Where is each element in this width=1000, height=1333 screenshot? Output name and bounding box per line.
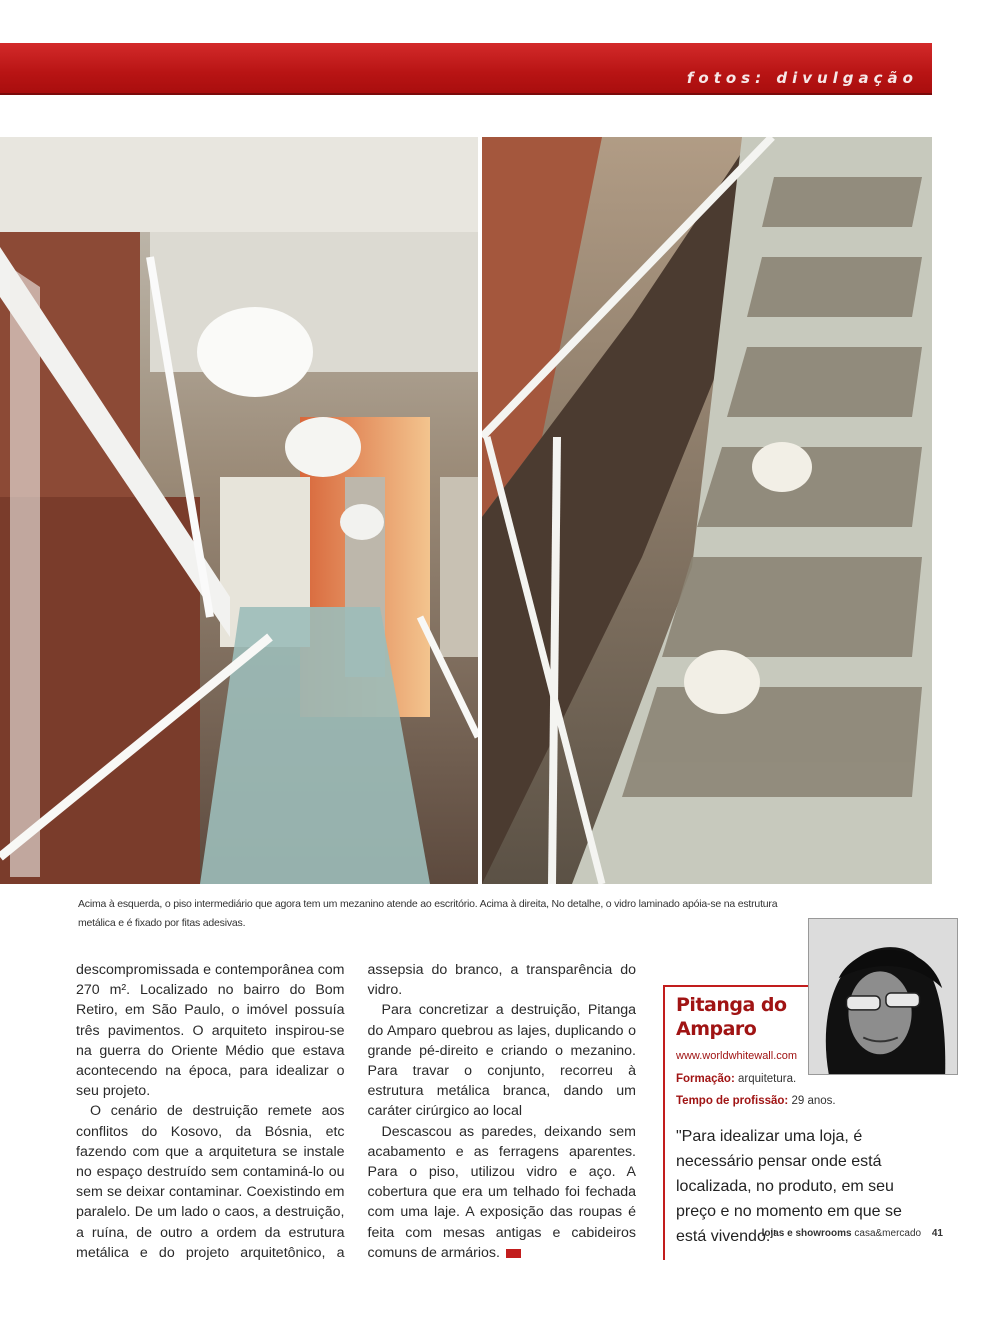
portrait-photo: [808, 918, 958, 1075]
article-paragraph-3: Para concretizar a destruição, Pitanga do Amparo quebrou as lajes, duplicando o grande pé-direito e criando o mezanino. Para travar o conjunto, recorreu à estrutura metálica branca, dando um caráter cirúrgico ao local: [367, 1002, 636, 1120]
profile-formacao-value: arquitetura.: [738, 1073, 797, 1085]
profile-name: Pitanga do Amparo: [676, 994, 787, 1040]
profile-tempo-value: 29 anos.: [791, 1095, 836, 1107]
profile-formacao-label: Formação:: [676, 1073, 735, 1085]
footer-magazine: casa&mercado: [854, 1228, 922, 1239]
article-paragraph-1: descompromissada e contemporânea com 270 m². Localizado no bairro do Bom Retiro, em São Paulo, o imóvel possuía três pavimentos. O arquiteto inspirou-se na guerra do Oriente Médio que estava acontecendo na época, para idealizar o seu projeto.: [76, 962, 345, 1100]
photo-stair-interior-icon: [0, 137, 478, 884]
footer-section: lojas e showrooms: [761, 1228, 852, 1239]
photo-spread: [0, 137, 932, 884]
profile-tempo-label: Tempo de profissão:: [676, 1095, 789, 1107]
photo-credit: fotos: divulgação: [686, 69, 918, 87]
profile-tempo: [676, 1095, 836, 1107]
portrait-photo-icon: [809, 919, 957, 1074]
profile-url: www.worldwhitewall.com: [676, 1050, 798, 1062]
end-mark-icon: [506, 1249, 521, 1258]
header-bar: [0, 43, 932, 95]
page-footer: [753, 1228, 943, 1239]
photo-glass-walkway-icon: [482, 137, 932, 884]
article-paragraph-4-text: Descascou as paredes, deixando sem acabamento e as ferragens aparentes. Para o piso, utilizou vidro e aço. A cobertura que era um telhado foi fechada com uma laje. A exposição das roupas é feita com mesas antigas e cabideiros comuns de armários.: [367, 1123, 636, 1261]
photo-stair-interior: [0, 137, 478, 884]
article-paragraph-2: O cenário de destruição remete aos conflitos do Kosovo, da Bósnia, etc fazendo com que a arquitetura se instale no espaço destruído sem contaminá-lo ou sem se deixar contaminar. Coexistindo em paralelo. De um lado o caos, a destruição, a ruína, de outro a ordem da estrutura metálica e do projeto arquitetônico, a assepsia do branco, a transparência do vidro.: [76, 962, 636, 1261]
page-number: 41: [931, 1228, 943, 1239]
profile-formacao: [676, 1073, 796, 1085]
photo-caption: Acima à esquerda, o piso intermediário que agora tem um mezanino atende ao escritório. Acima à direita, No detalhe, o vidro laminado apóia-se na estrutura metálica e é fixado por fitas adesivas.: [78, 898, 778, 929]
profile-quote: "Para idealizar uma loja, é necessário pensar onde está localizada, no produto, em seu preço e no momento em que se está vivendo.": [676, 1128, 902, 1245]
article-paragraph-4: [368, 1122, 637, 1263]
photo-glass-walkway: [482, 137, 932, 884]
article-body: [76, 960, 636, 1280]
